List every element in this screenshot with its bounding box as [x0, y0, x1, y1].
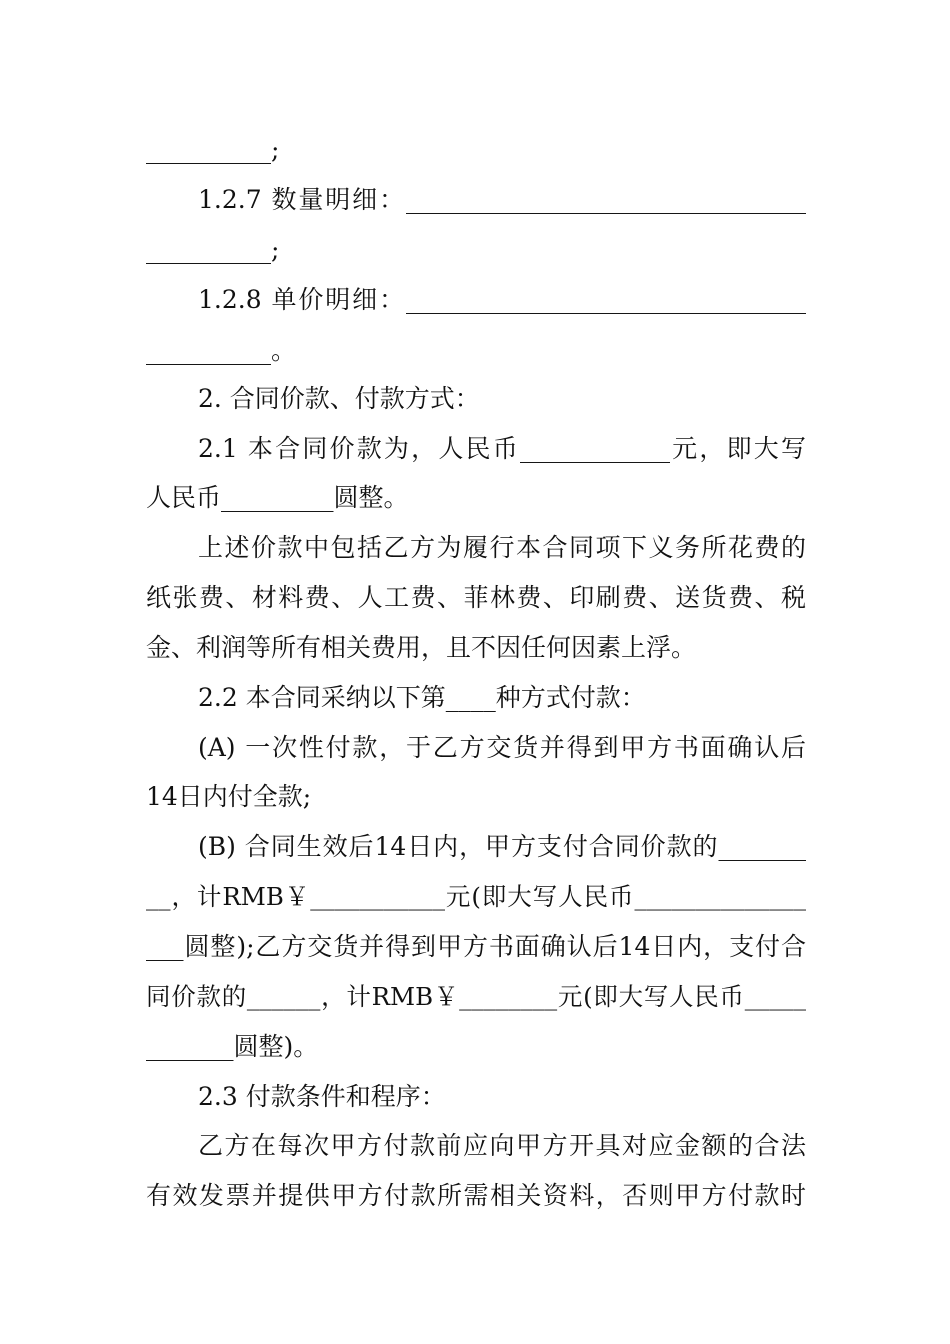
text-line-option-b-cont-1: __，计RMB￥___________元(即大写人民币______________: [146, 882, 806, 911]
text-line-invoice: 乙方在每次甲方付款前应向甲方开具对应金额的合法: [198, 1131, 806, 1160]
section-heading-payment: 2. 合同价款、付款方式：: [198, 384, 480, 413]
text-line-price-includes: 上述价款中包括乙方为履行本合同项下义务所花费的: [198, 533, 806, 562]
text-line-price-includes-cont-2: 金、利润等所有相关费用，且不因任何因素上浮。: [146, 633, 697, 662]
text-line-option-b: (B) 合同生效后14日内，甲方支付合同价款的_______: [198, 832, 806, 861]
text-line-option-b-cont-4: _______圆整)。: [146, 1032, 319, 1061]
section-heading-payment-conditions: 2.3 付款条件和程序：: [198, 1082, 446, 1111]
text-line-option-b-cont-2: ___圆整);乙方交货并得到甲方书面确认后14日内，支付合: [146, 932, 806, 961]
text-line-blank-1: __________;: [146, 135, 280, 164]
text-line-contract-price: 2.1 本合同价款为，人民币____________元，即大写: [198, 434, 806, 463]
text-line-blank-2: __________;: [146, 235, 280, 264]
text-line-blank-3: __________。: [146, 336, 297, 365]
text-line-quantity-detail: 1.2.7 数量明细：________________________________: [198, 185, 806, 214]
text-line-invoice-cont: 有效发票并提供甲方付款所需相关资料，否则甲方付款时: [146, 1181, 806, 1210]
text-line-price-includes-cont-1: 纸张费、材料费、人工费、菲林费、印刷费、送货费、税: [146, 583, 806, 612]
text-line-option-a: (A) 一次性付款，于乙方交货并得到甲方书面确认后: [198, 733, 806, 762]
text-line-contract-price-cont: 人民币_________圆整。: [146, 483, 409, 512]
text-line-option-a-cont: 14日内付全款;: [146, 782, 312, 811]
text-line-option-b-cont-3: 同价款的______，计RMB￥________元(即大写人民币_____: [146, 982, 806, 1011]
text-line-unit-price-detail: 1.2.8 单价明细：________________________________: [198, 285, 806, 314]
text-line-payment-method: 2.2 本合同采纳以下第____种方式付款：: [198, 683, 646, 712]
